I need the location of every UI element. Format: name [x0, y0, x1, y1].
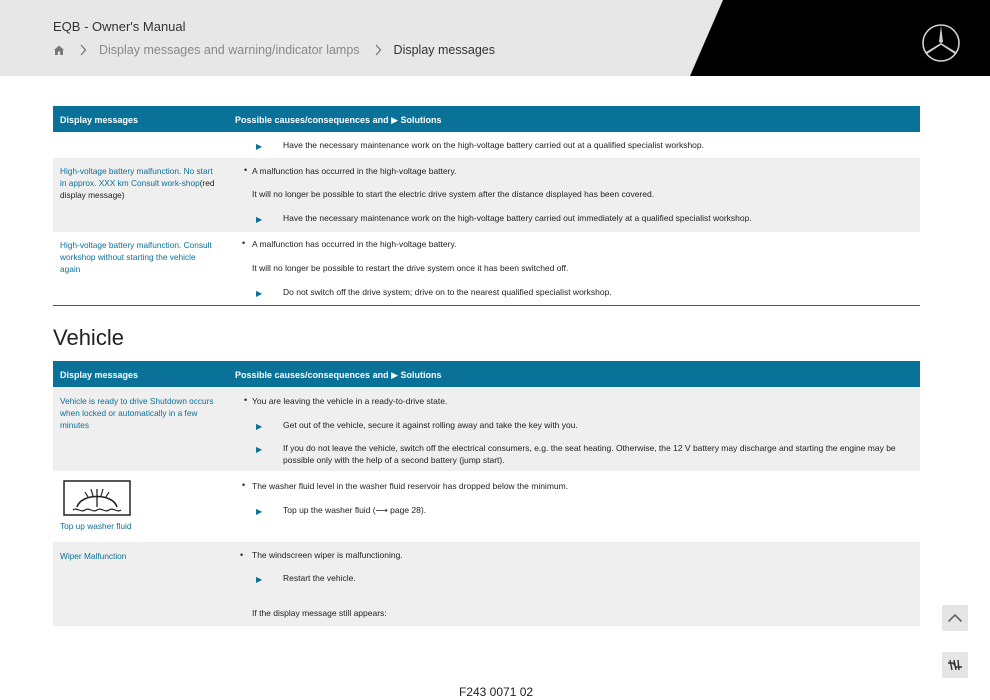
display-message[interactable]: Top up washer fluid: [60, 521, 132, 531]
message-suffix: (red display message): [60, 178, 215, 200]
washer-fluid-icon: [63, 480, 131, 516]
display-message[interactable]: [60, 165, 215, 201]
header: [0, 0, 990, 76]
vehicle-icon-button[interactable]: [942, 652, 968, 678]
mercedes-star-logo[interactable]: [921, 23, 961, 63]
message-text: High-voltage battery malfunction. No start in approx. XXX km Consult work-shop: [60, 166, 213, 188]
info-text: It will no longer be possible to restart the drive system once it has been switched off.: [252, 263, 569, 273]
table-row: [53, 232, 920, 305]
solution-text: Top up the washer fluid (⟶ page 28).: [283, 505, 427, 515]
figure-code: F243 0071 02: [459, 685, 534, 699]
divider: [53, 305, 920, 306]
chevron-right-icon: [79, 44, 87, 56]
bullet: •: [244, 395, 248, 405]
section-title: Vehicle: [53, 325, 124, 350]
scroll-to-top-button[interactable]: [942, 605, 968, 631]
solution-text: Restart the vehicle.: [283, 573, 356, 583]
solution-text: Have the necessary maintenance work on the high-voltage battery carried out immediately at a qualified specialist workshop.: [283, 213, 752, 223]
solution-arrow-icon: ▶: [256, 142, 263, 151]
home-icon[interactable]: [53, 44, 65, 56]
chevron-right-icon: [374, 44, 382, 56]
table-header: [53, 106, 920, 132]
info-text: It will no longer be possible to start the electric drive system after the distance displayed has been covered.: [252, 189, 655, 199]
display-message[interactable]: Vehicle is ready to drive Shutdown occurs when locked or automatically in a few minutes: [60, 396, 214, 430]
solution-arrow-icon: ▶: [256, 289, 263, 298]
cause-text: The washer fluid level in the washer fluid reservoir has dropped below the minimum.: [252, 481, 569, 491]
app-title: EQB - Owner's Manual: [53, 19, 186, 34]
table-row: [53, 158, 920, 232]
display-message[interactable]: High-voltage battery malfunction. Consult workshop without starting the vehicle again: [60, 240, 212, 274]
breadcrumb: [53, 42, 509, 58]
bullet: •: [242, 238, 246, 248]
breadcrumb-item-display-messages[interactable]: Display messages: [393, 43, 495, 57]
table-row: [53, 132, 920, 158]
solution-text: Have the necessary maintenance work on the high-voltage battery carried out at a qualified specialist workshop.: [283, 140, 704, 150]
column-header-display-messages: Display messages: [60, 370, 139, 380]
car-icon: [947, 658, 963, 672]
hv-battery-table: [53, 106, 920, 305]
table-row: [53, 387, 920, 471]
solution-arrow-icon: ▶: [256, 445, 263, 454]
cause-text: You are leaving the vehicle in a ready-to-drive state.: [252, 396, 448, 406]
solution-text: If you do not leave the vehicle, switch off the electrical consumers, e.g. the seat heating. Otherwise, the 12 V battery may discharge and starting the engine may be possible only with the help of a second battery (jump start).: [283, 443, 896, 465]
bullet: •: [244, 165, 248, 175]
cause-text: The windscreen wiper is malfunctioning.: [252, 550, 403, 560]
table-header: [53, 361, 920, 387]
solution-arrow-icon: ▶: [256, 422, 263, 431]
breadcrumb-item-warning-lamps[interactable]: Display messages and warning/indicator lamps: [99, 43, 360, 57]
chevron-up-icon: [947, 613, 963, 623]
column-header-display-messages: Display messages: [60, 115, 139, 125]
solution-arrow-icon: ▶: [256, 507, 263, 516]
vehicle-table: [53, 361, 920, 626]
cause-text: A malfunction has occurred in the high-voltage battery.: [252, 239, 457, 249]
info-text: If the display message still appears:: [252, 608, 387, 618]
solution-arrow-icon: ▶: [256, 575, 263, 584]
bullet: •: [240, 550, 244, 560]
column-header-causes-solutions: Possible causes/consequences and ▶ Solutions: [235, 115, 442, 125]
table-row: [53, 542, 920, 626]
solution-text: Do not switch off the drive system; drive on to the nearest qualified specialist workshop.: [283, 287, 612, 297]
column-header-causes-solutions: Possible causes/consequences and ▶ Solutions: [235, 370, 442, 380]
solution-text: Get out of the vehicle, secure it against rolling away and take the key with you.: [283, 420, 578, 430]
display-message[interactable]: Wiper Malfunction: [60, 551, 127, 561]
solution-arrow-icon: ▶: [256, 215, 263, 224]
table-row: [53, 471, 920, 542]
bullet: •: [242, 480, 246, 490]
cause-text: A malfunction has occurred in the high-voltage battery.: [252, 166, 457, 176]
